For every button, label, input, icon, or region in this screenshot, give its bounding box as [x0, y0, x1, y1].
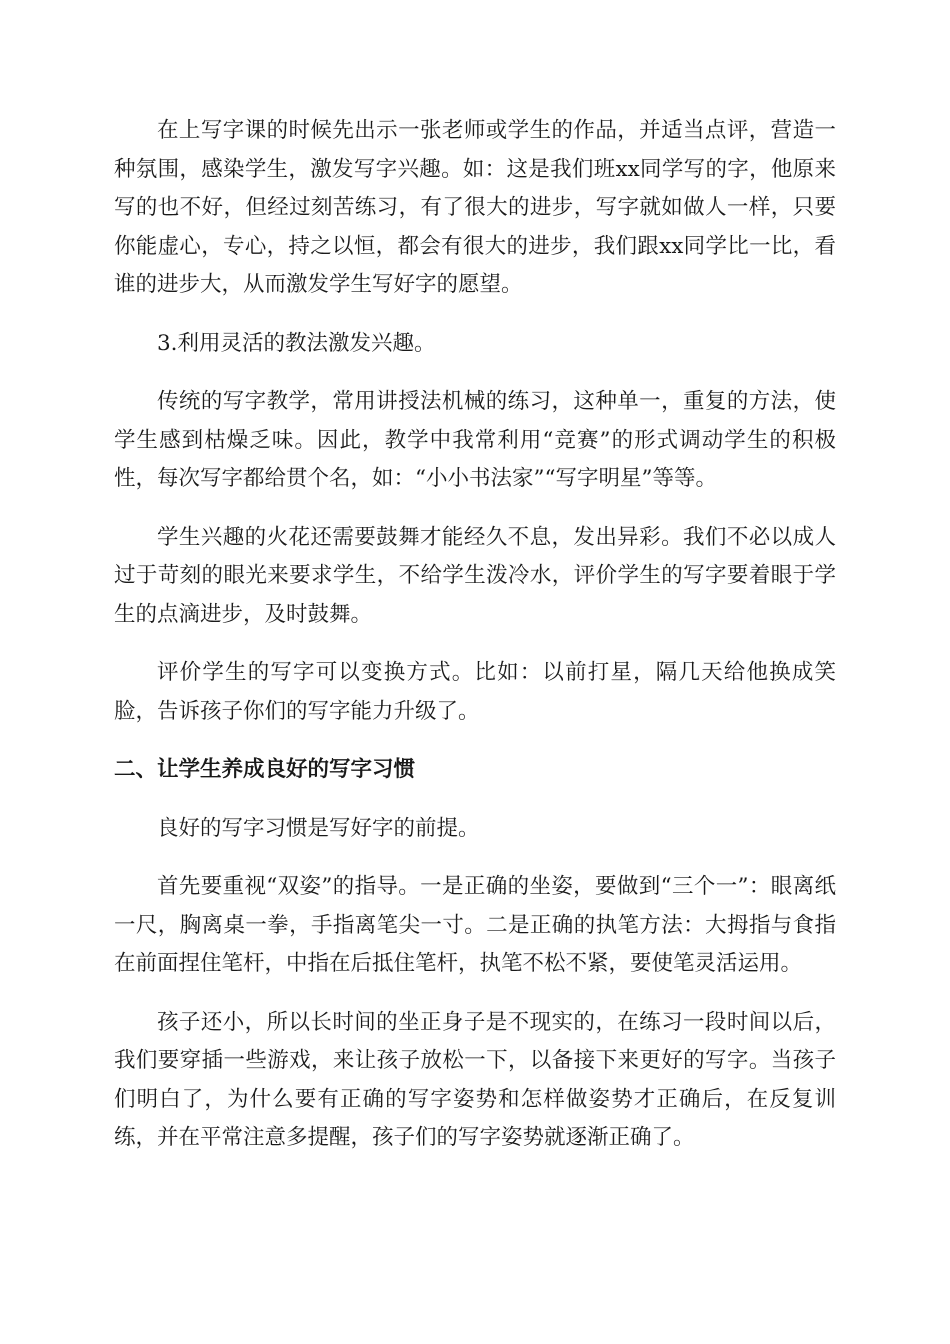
paragraph-games-and-practice: 孩子还小，所以长时间的坐正身子是不现实的，在练习一段时间以后，我们要穿插一些游戏，来让孩子放松一下，以备接下来更好的写字。当孩子们明白了，为什么要有正确的写字姿势和怎样做姿势才正确后，在反复训练，并在平常注意多提醒，孩子们的写字姿势就逐渐正确了。: [114, 1009, 836, 1150]
paragraph-posture-guidance: 首先要重视“双姿”的指导。一是正确的坐姿，要做到“三个一”：眼离纸一尺，胸离桌一拳，手指离笔尖一寸。二是正确的执笔方法：大拇指与食指在前面捏住笔杆，中指在后抵住笔杆，执笔不松不紧，要使笔灵活运用。: [114, 874, 836, 976]
document-body: [114, 112, 836, 1178]
paragraph-good-habits: 良好的写字习惯是写好字的前提。: [157, 815, 480, 841]
paragraph-flexible-teaching-title: 3.利用灵活的教法激发兴趣。: [157, 330, 436, 356]
paragraph-evaluation-methods: 评价学生的写字可以变换方式。比如：以前打星，隔几天给他换成笑脸，告诉孩子你们的写字能力升级了。: [114, 660, 836, 724]
paragraph-encouragement: 学生兴趣的火花还需要鼓舞才能经久不息，发出异彩。我们不必以成人过于苛刻的眼光来要求学生，不给学生泼冷水，评价学生的写字要着眼于学生的点滴进步，及时鼓舞。: [114, 524, 836, 627]
paragraph-traditional-teaching: 传统的写字教学，常用讲授法机械的练习，这种单一，重复的方法，使学生感到枯燥乏味。因此，教学中我常利用“竞赛”的形式调动学生的积极性，每次写字都给贯个名，如：“小小书法家”“写字明星”等等。: [114, 389, 836, 491]
paragraph-writing-class-intro: 在上写字课的时候先出示一张老师或学生的作品，并适当点评，营造一种氛围，感染学生，激发写字兴趣。如：这是我们班xx同学写的字，他原来写的也不好，但经过刻苦练习，有了很大的进步，写字就如做人一样，只要你能虚心，专心，持之以恒，都会有很大的进步，我们跟xx同学比一比，看谁的进步大，从而激发学生写好字的愿望。: [114, 118, 836, 297]
section-heading-writing-habits: 二、让学生养成良好的写字习惯: [114, 757, 416, 782]
